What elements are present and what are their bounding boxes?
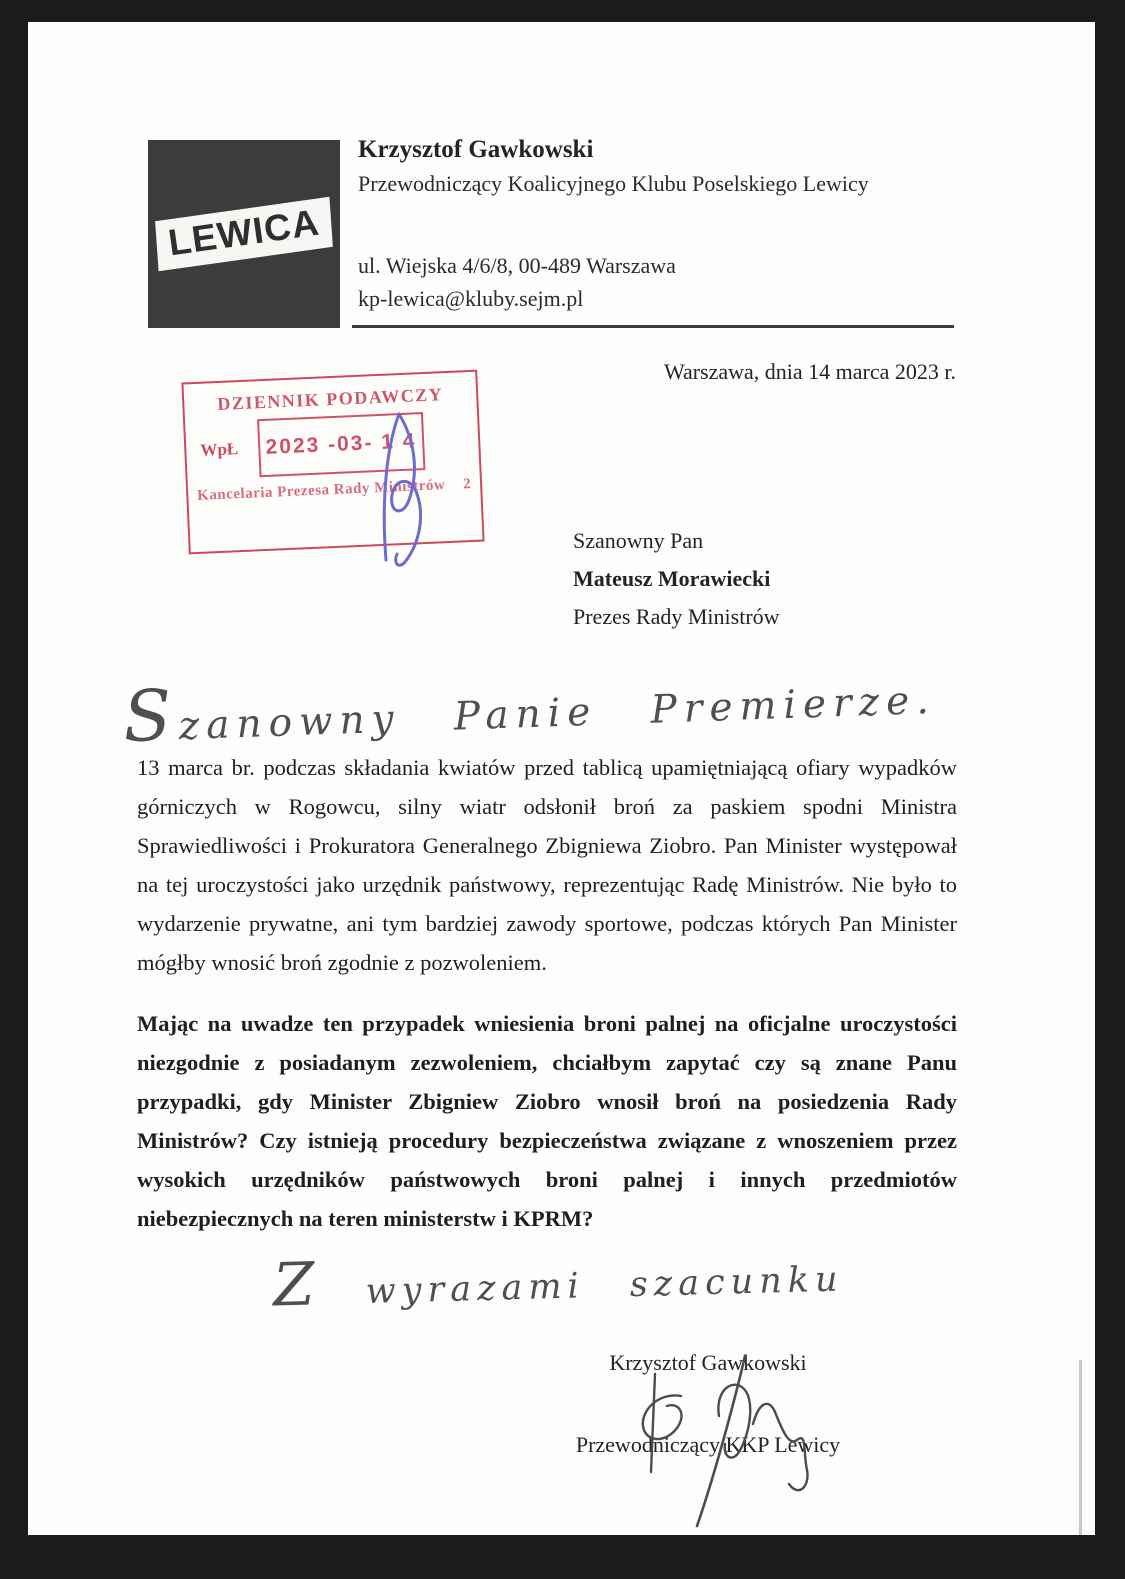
date-line: Warszawa, dnia 14 marca 2023 r. — [663, 359, 956, 384]
handwritten-greeting: Szanowny Panie Premierze. — [121, 674, 937, 759]
stamp-copy-number: 2 — [462, 475, 472, 493]
stamp-date-box: 2023 -03- 1 4 — [257, 412, 425, 477]
body-paragraph-2: Mając na uwadze ten przypadek wniesienia broni palnej na oficjalne uroczystości niezgodnie z posiadanym zezwoleniem, chciałbym zapytać czy są znane Panu przypadki, gdy Minister Zbigniew Ziobro wnosił broń na posiedzenia Rady Ministrów? Czy istnieją procedury bezpieczeństwa związane z wnoszeniem przez wysokich urzędników państwowych broni palnej i innych przedmiotów niebezpiecznych na teren ministerstw i KPRM? — [137, 1011, 957, 1231]
sender-email: kp-lewica@kluby.sejm.pl — [358, 286, 584, 311]
signature-title: Przewodniczący KKP Lewicy — [575, 1432, 841, 1457]
stamp-title: DZIENNIK PODAWCZY — [216, 384, 444, 414]
recipient-block — [573, 522, 780, 636]
header-divider — [352, 325, 954, 328]
signature-name: Krzysztof Gawkowski — [609, 1350, 807, 1375]
handwritten-signature — [593, 1354, 833, 1529]
scan-artifact-line — [1079, 1360, 1082, 1535]
body-paragraph-1: 13 marca br. podczas składania kwiatów przed tablicą upamiętniającą ofiary wypadków górniczych w Rogowcu, silny wiatr odsłonił broń za paskiem spodni Ministra Sprawiedliwości i Prokuratora Generalnego Zbigniewa Ziobro. Pan Minister występował na tej uroczystości jako urzędnik państwowy, reprezentując Radę Ministrów. Nie było to wydarzenie prywatne, ani tym bardziej zawody sportowe, podczas których Pan Minister mógłby wnosić broń zgodnie z pozwoleniem. — [137, 755, 957, 975]
sender-address: ul. Wiejska 4/6/8, 00-489 Warszawa — [358, 253, 676, 278]
lewica-logo-text: LEWICA — [165, 201, 322, 264]
letter-page — [28, 22, 1095, 1535]
lewica-logo — [148, 140, 340, 328]
blue-ink-initials — [355, 412, 455, 567]
stamp-field-label: WpŁ — [199, 439, 239, 460]
lewica-logo-band — [155, 197, 333, 271]
recipient-name: Mateusz Morawiecki — [573, 566, 771, 591]
recipient-salutation: Szanowny Pan — [573, 528, 704, 553]
stamp-office-name: Kancelaria Prezesa Rady Ministrów — [196, 477, 446, 504]
recipient-title: Prezes Rady Ministrów — [573, 604, 780, 629]
handwritten-closing: Z wyrazami szacunku — [272, 1250, 844, 1321]
sender-title: Przewodniczący Koalicyjnego Klubu Poselskiego Lewicy — [358, 171, 869, 196]
sender-name: Krzysztof Gawkowski — [358, 136, 594, 163]
